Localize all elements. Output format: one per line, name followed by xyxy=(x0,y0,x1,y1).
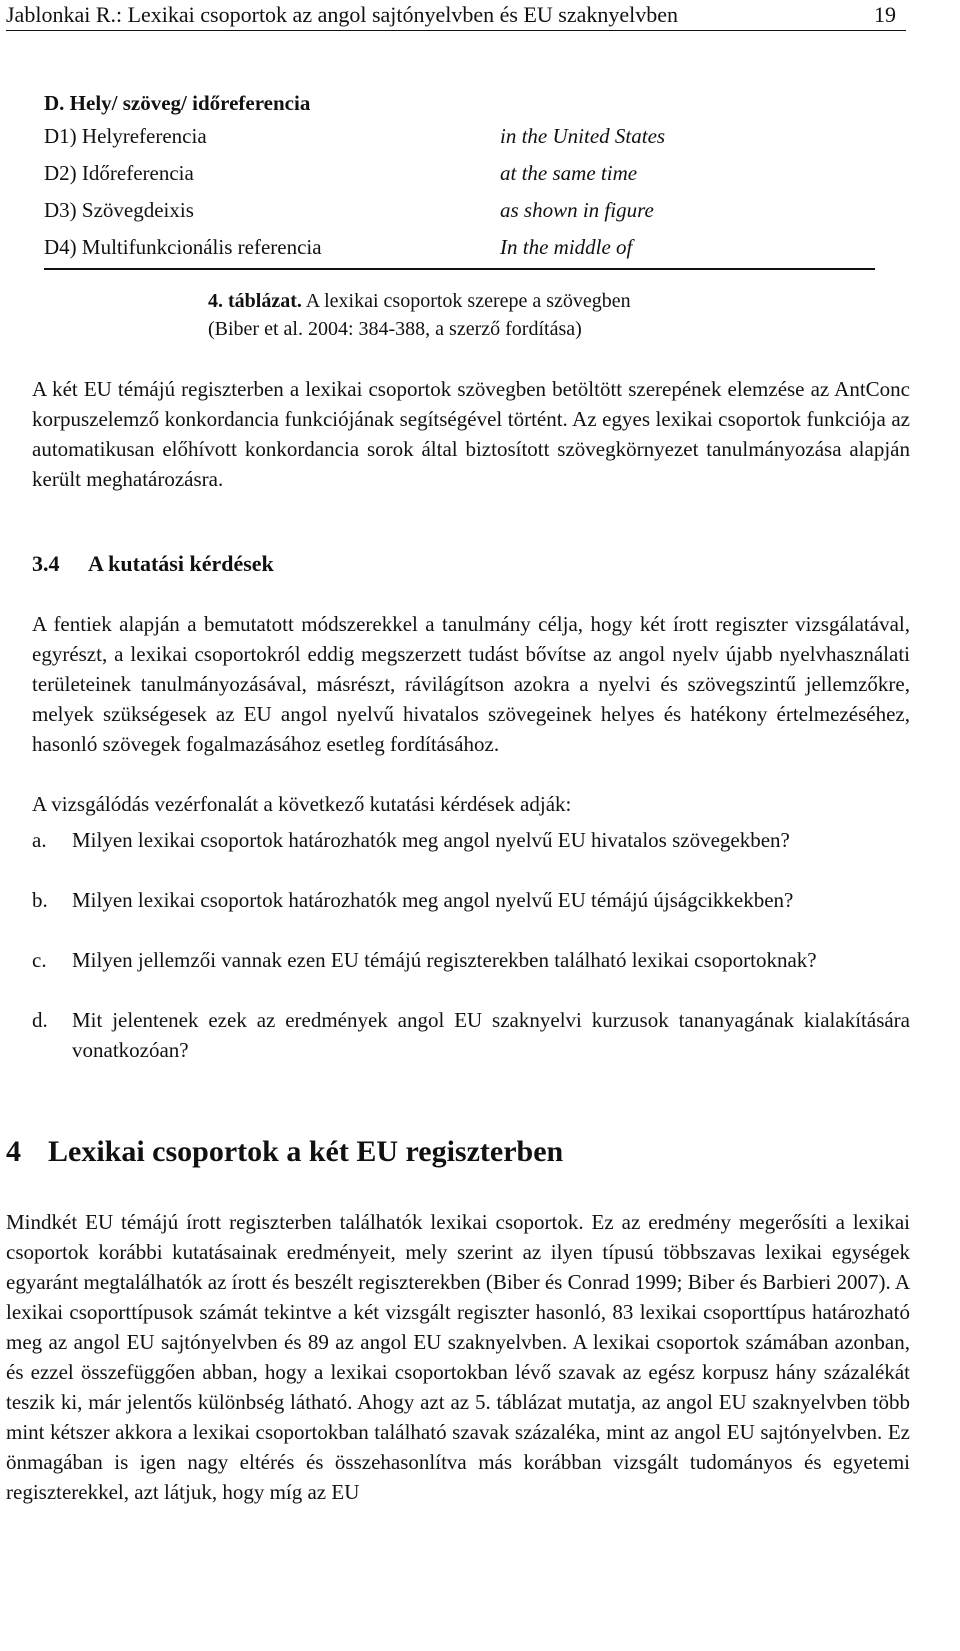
page-number: 19 xyxy=(874,2,896,27)
table-row-label: D1) Helyreferencia xyxy=(44,124,207,148)
list-item xyxy=(32,945,910,1005)
list-item-text: Milyen lexikai csoportok határozhatók meg angol nyelvű EU témájú újságcikkekben? xyxy=(72,888,794,912)
section-title: Lexikai csoportok a két EU regiszterben xyxy=(48,1135,564,1168)
list-item-letter: a. xyxy=(32,828,47,852)
list-item xyxy=(32,825,910,885)
paragraph-aims: A fentiek alapján a bemutatott módszerekkel a tanulmány célja, hogy két írott regiszter vizsgálatával, egyrészt, a lexikai csoportokról eddig megszerzett tudást bővítse az angol nyelv újabb nyelvhasználati területeinek tanulmányozásával, másrészt, rávilágítson azokra a nyelvi és szövegszintű jellemzőkre, melyek szükségesek az EU angol nyelvű hivatalos szövegeinek helyes és hatékony értelmezéséhez, hasonló szövegek fogalmazásához esetleg fordításához. xyxy=(32,612,910,756)
list-item-text: Milyen jellemzői vannak ezen EU témájú regiszterekben található lexikai csoportoknak? xyxy=(72,948,817,972)
table-row-example: as shown in figure xyxy=(500,198,654,222)
table-row-label: D3) Szövegdeixis xyxy=(44,198,194,222)
caption-text: A lexikai csoportok szerepe a szövegben xyxy=(301,290,631,312)
caption-label: 4. táblázat. xyxy=(208,290,302,312)
section-number: 3.4 xyxy=(32,551,60,576)
section-number: 4 xyxy=(6,1135,21,1168)
paragraph-analysis: A két EU témájú regiszterben a lexikai csoportok szövegben betöltött szerepének elemzése az AntConc korpuszelemző konkordancia funkciójának segítségével történt. Az egyes lexikai csoportok funkciója az automatikusan előhívott konkordancia sorok által biztosított szövegkörnyezet tanulmányozása alapján került meghatározásra. xyxy=(32,377,910,491)
list-item-letter: c. xyxy=(32,948,47,972)
table-row-label: D4) Multifunkcionális referencia xyxy=(44,235,322,259)
table-bottom-rule xyxy=(44,268,875,270)
list-item-letter: d. xyxy=(32,1008,48,1032)
section-title: A kutatási kérdések xyxy=(88,551,274,576)
table-row-example: at the same time xyxy=(500,161,638,185)
section-heading-4 xyxy=(6,1132,563,1172)
list-item-text: Milyen lexikai csoportok határozhatók meg angol nyelvű EU hivatalos szövegekben? xyxy=(72,828,790,852)
referencing-table xyxy=(44,88,884,266)
table-row-example: In the middle of xyxy=(500,235,633,259)
running-title: Jablonkai R.: Lexikai csoportok az angol sajtónyelvben és EU szaknyelvben xyxy=(6,2,679,27)
list-item-letter: b. xyxy=(32,888,48,912)
paragraph-results: Mindkét EU témájú írott regiszterben találhatók lexikai csoportok. Ez az eredmény megerősíti a lexikai csoportok korábbi kutatásainak eredményeit, mely szerint az ilyen típusú többszavas lexikai egységek egyaránt megtalálhatók az írott és beszélt regiszterekben (Biber és Conrad 1999; Biber és Barbieri 2007). A lexikai csoporttípusok számát tekintve a két vizsgált regiszter hasonló, 83 lexikai csoporttípus határozható meg az angol EU sajtónyelvben és 89 az angol EU szaknyelvben. A lexikai csoportok számában azonban, és ezzel összefüggően abban, hogy a lexikai csoportokban lévő szavak az egész korpusz hány százalékát teszik ki, már jelentős különbség látható. Ahogy azt az 5. táblázat mutatja, az angol EU szaknyelvben több mint kétszer akkora a lexikai csoportokban található szavak százaléka, mint az angol EU sajtónyelvben. Ez önmagában is igen nagy eltérés és összehasonlítva más korábban vizsgált tudományos és egyetemi regiszterekkel, azt látjuk, hogy míg az EU xyxy=(6,1210,910,1504)
paragraph-questions-intro: A vizsgálódás vezérfonalát a következő kutatási kérdések adják: xyxy=(32,792,572,816)
table-row xyxy=(44,192,884,229)
table-row xyxy=(44,229,884,266)
list-item xyxy=(32,1005,910,1065)
section-heading-3-4 xyxy=(32,549,274,579)
research-questions-list xyxy=(32,825,910,1065)
caption-source: (Biber et al. 2004: 384-388, a szerző fordítása) xyxy=(208,318,582,340)
running-header xyxy=(6,0,906,31)
table-caption xyxy=(208,287,768,343)
table-row-example: in the United States xyxy=(500,124,666,148)
table-row-label: D2) Időreferencia xyxy=(44,161,194,185)
list-item xyxy=(32,885,910,945)
table-row xyxy=(44,155,884,192)
table-row xyxy=(44,118,884,155)
list-item-text: Mit jelentenek ezek az eredmények angol EU szaknyelvi kurzusok tananyagának kialakítására vonatkozóan? xyxy=(72,1008,910,1062)
table-section-title: D. Hely/ szöveg/ időreferencia xyxy=(44,91,311,115)
